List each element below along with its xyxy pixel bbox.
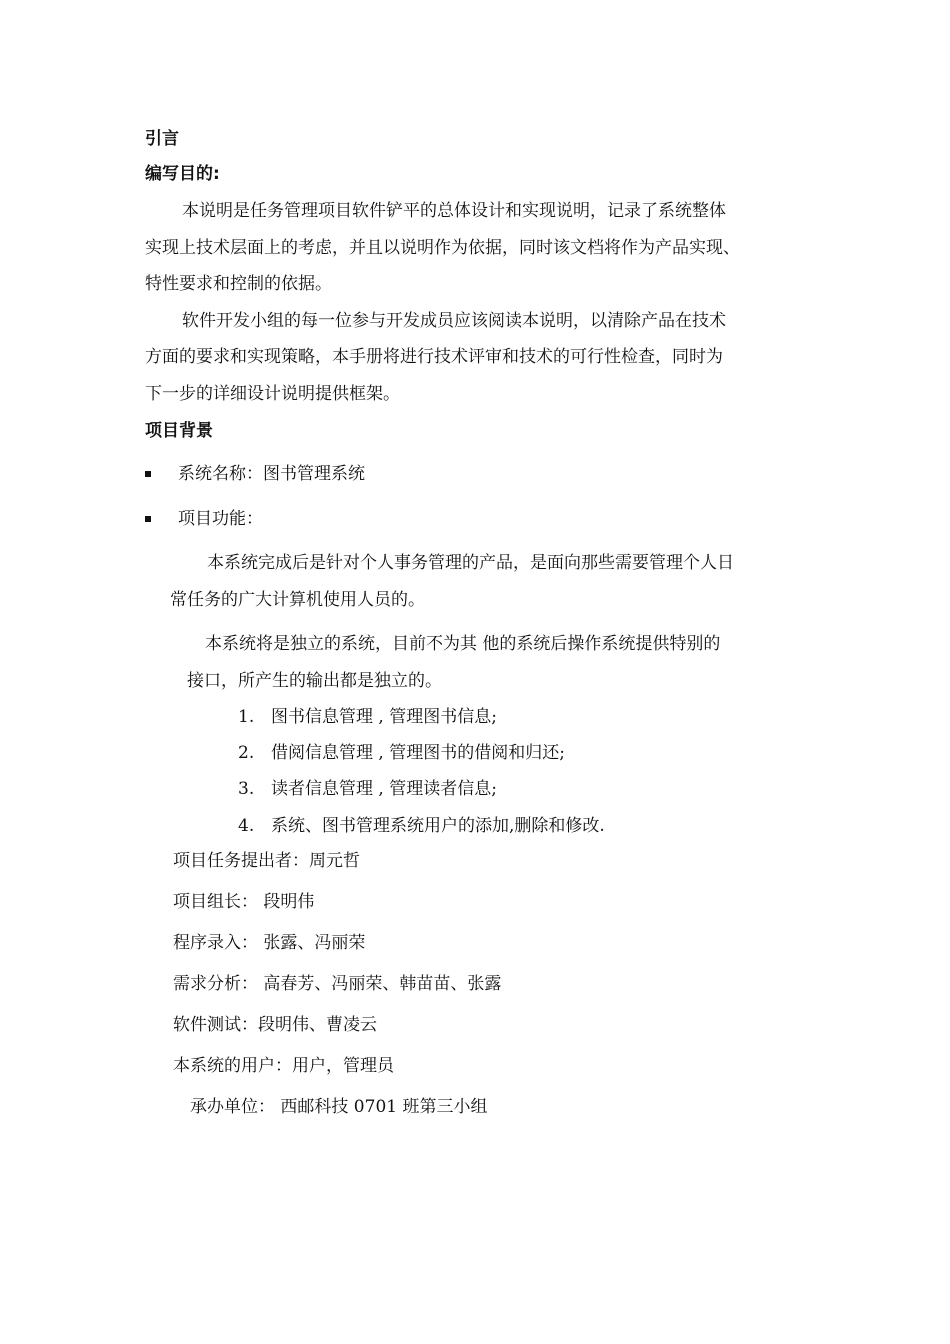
bullet-item-project-function: 项目功能： — [178, 509, 263, 529]
purpose-paragraph-2-line-3: 下一步的详细设计说明提供框架。 — [145, 384, 400, 404]
purpose-paragraph-2-line-2: 方面的要求和实现策略，本手册将进行技术评审和技术的可行性检查，同时为 — [145, 347, 723, 367]
heading-background: 项目背景 — [145, 421, 213, 441]
heading-purpose: 编写目的: — [145, 164, 220, 184]
info-line-organizer: 承办单位： 西邮科技 0701 班第三小组 — [190, 1097, 488, 1117]
function-paragraph-1-line-1: 本系统完成后是针对个人事务管理的产品，是面向那些需要管理个人日 — [207, 553, 734, 573]
heading-intro: 引言 — [145, 129, 179, 149]
info-line-team-leader: 项目组长： 段明伟 — [173, 892, 315, 912]
function-paragraph-2-line-1: 本系统将是独立的系统，目前不为其 他的系统后操作系统提供特别的 — [205, 634, 721, 654]
numbered-item-number: 3. — [238, 779, 255, 799]
info-line-users: 本系统的用户：用户，管理员 — [173, 1056, 394, 1076]
purpose-paragraph-1-line-1: 本说明是任务管理项目软件铲平的总体设计和实现说明，记录了系统整体 — [182, 201, 726, 221]
numbered-item-text: 读者信息管理 , 管理读者信息; — [271, 779, 497, 799]
numbered-item-number: 1. — [238, 707, 255, 727]
square-bullet-icon — [145, 471, 151, 477]
numbered-item-number: 2. — [238, 743, 255, 763]
function-paragraph-1-line-2: 常任务的广大计算机使用人员的。 — [170, 590, 425, 610]
numbered-item-number: 4. — [238, 816, 255, 836]
numbered-item-text: 借阅信息管理 , 管理图书的借阅和归还; — [271, 743, 565, 763]
info-line-proposer: 项目任务提出者：周元哲 — [173, 851, 360, 871]
purpose-paragraph-1-line-2: 实现上技术层面上的考虑，并且以说明作为依据，同时该文档将作为产品实现、 — [145, 238, 740, 258]
info-line-testing: 软件测试：段明伟、曹凌云 — [173, 1015, 377, 1035]
purpose-paragraph-1-line-3: 特性要求和控制的依据。 — [145, 274, 332, 294]
square-bullet-icon — [145, 516, 151, 522]
function-paragraph-2-line-2: 接口，所产生的输出都是独立的。 — [187, 671, 442, 691]
purpose-paragraph-2-line-1: 软件开发小组的每一位参与开发成员应该阅读本说明，以清除产品在技术 — [182, 311, 726, 331]
bullet-item-system-name: 系统名称：图书管理系统 — [178, 464, 365, 484]
numbered-item-text: 系统、图书管理系统用户的添加,删除和修改. — [271, 816, 605, 836]
info-line-programming: 程序录入： 张露、冯丽荣 — [173, 933, 366, 953]
info-line-requirements: 需求分析： 高春芳、冯丽荣、韩苗苗、张露 — [173, 974, 502, 994]
numbered-item-text: 图书信息管理 , 管理图书信息; — [271, 707, 497, 727]
